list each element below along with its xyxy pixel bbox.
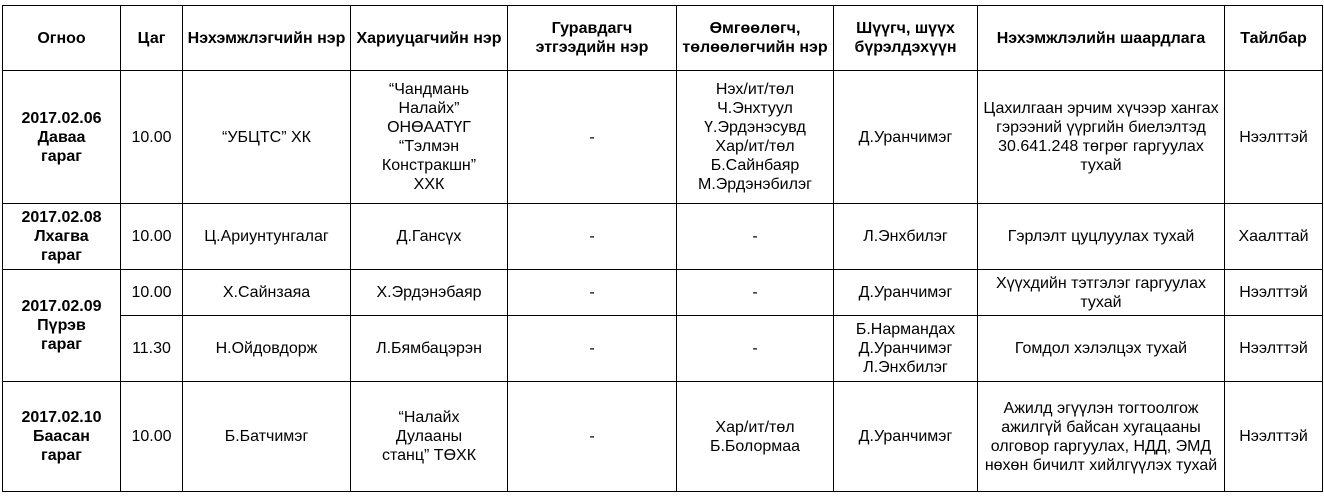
- representative-cell: Хар/ит/төл Б.Болормаа: [677, 382, 834, 492]
- court-schedule-table: [2, 5, 1323, 492]
- header-claim: Нэхэмжлэлийн шаардлага: [978, 6, 1225, 71]
- plaintiff-cell: Х.Сайнзаяа: [183, 270, 351, 316]
- header-defendant: Хариуцагчийн нэр: [351, 6, 508, 71]
- note-cell: Нээлттэй: [1225, 382, 1323, 492]
- header-plaintiff: Нэхэмжлэгчийн нэр: [183, 6, 351, 71]
- time-cell: 10.00: [121, 71, 183, 204]
- representative-cell: -: [677, 204, 834, 270]
- header-row: [3, 6, 1323, 71]
- header-note: Тайлбар: [1225, 6, 1323, 71]
- time-cell: 11.30: [121, 316, 183, 382]
- third-party-cell: -: [508, 204, 677, 270]
- representative-cell: -: [677, 316, 834, 382]
- time-cell: 10.00: [121, 270, 183, 316]
- table-row: [3, 204, 1323, 270]
- header-third-party: Гуравдагч этгээдийн нэр: [508, 6, 677, 71]
- plaintiff-cell: “УБЦТС” ХК: [183, 71, 351, 204]
- note-cell: Нээлттэй: [1225, 270, 1323, 316]
- representative-cell: -: [677, 270, 834, 316]
- third-party-cell: -: [508, 270, 677, 316]
- table-row: [3, 316, 1323, 382]
- judge-cell: Л.Энхбилэг: [834, 204, 978, 270]
- time-cell: 10.00: [121, 204, 183, 270]
- judge-cell: Д.Уранчимэг: [834, 382, 978, 492]
- table-row: [3, 270, 1323, 316]
- note-cell: Нээлттэй: [1225, 316, 1323, 382]
- third-party-cell: -: [508, 71, 677, 204]
- table-row: [3, 382, 1323, 492]
- header-time: Цаг: [121, 6, 183, 71]
- plaintiff-cell: Ц.Ариунтунгалаг: [183, 204, 351, 270]
- defendant-cell: Л.Бямбацэрэн: [351, 316, 508, 382]
- third-party-cell: -: [508, 382, 677, 492]
- claim-cell: Цахилгаан эрчим хүчээр хангах гэрээний үүргийн биелэлтэд 30.641.248 төгрөг гаргуулах тухай: [978, 71, 1225, 204]
- claim-cell: Ажилд эгүүлэн тогтоолгож ажилгүй байсан хугацааны олговор гаргуулах, НДД, ЭМД нөхөн бичилт хийлгүүлэх тухай: [978, 382, 1225, 492]
- header-representative: Өмгөөлөгч, төлөөлөгчийн нэр: [677, 6, 834, 71]
- judge-cell: Б.Нармандах Д.Уранчимэг Л.Энхбилэг: [834, 316, 978, 382]
- claim-cell: Гэрлэлт цуцлуулах тухай: [978, 204, 1225, 270]
- defendant-cell: “Чандмань Налайх” ОНӨААТҮГ “Тэлмэн Констракшн” ХХК: [351, 71, 508, 204]
- plaintiff-cell: Н.Ойдовдорж: [183, 316, 351, 382]
- date-cell: 2017.02.10 Баасан гараг: [3, 382, 121, 492]
- note-cell: Хаалттай: [1225, 204, 1323, 270]
- defendant-cell: Х.Эрдэнэбаяр: [351, 270, 508, 316]
- claim-cell: Гомдол хэлэлцэх тухай: [978, 316, 1225, 382]
- note-cell: Нээлттэй: [1225, 71, 1323, 204]
- date-cell: 2017.02.08 Лхагва гараг: [3, 204, 121, 270]
- table-row: [3, 71, 1323, 204]
- header-date: Огноо: [3, 6, 121, 71]
- judge-cell: Д.Уранчимэг: [834, 71, 978, 204]
- plaintiff-cell: Б.Батчимэг: [183, 382, 351, 492]
- date-cell: 2017.02.06 Даваа гараг: [3, 71, 121, 204]
- defendant-cell: Д.Гансүх: [351, 204, 508, 270]
- time-cell: 10.00: [121, 382, 183, 492]
- third-party-cell: -: [508, 316, 677, 382]
- judge-cell: Д.Уранчимэг: [834, 270, 978, 316]
- claim-cell: Хүүхдийн тэтгэлэг гаргуулах тухай: [978, 270, 1225, 316]
- date-cell: 2017.02.09 Пүрэв гараг: [3, 270, 121, 382]
- representative-cell: Нэх/ит/төл Ч.Энхтуул Ү.Эрдэнэсувд Хар/ит/төл Б.Сайнбаяр М.Эрдэнэбилэг: [677, 71, 834, 204]
- header-judge: Шүүгч, шүүх бүрэлдэхүүн: [834, 6, 978, 71]
- defendant-cell: “Налайх Дулааны станц” ТӨХК: [351, 382, 508, 492]
